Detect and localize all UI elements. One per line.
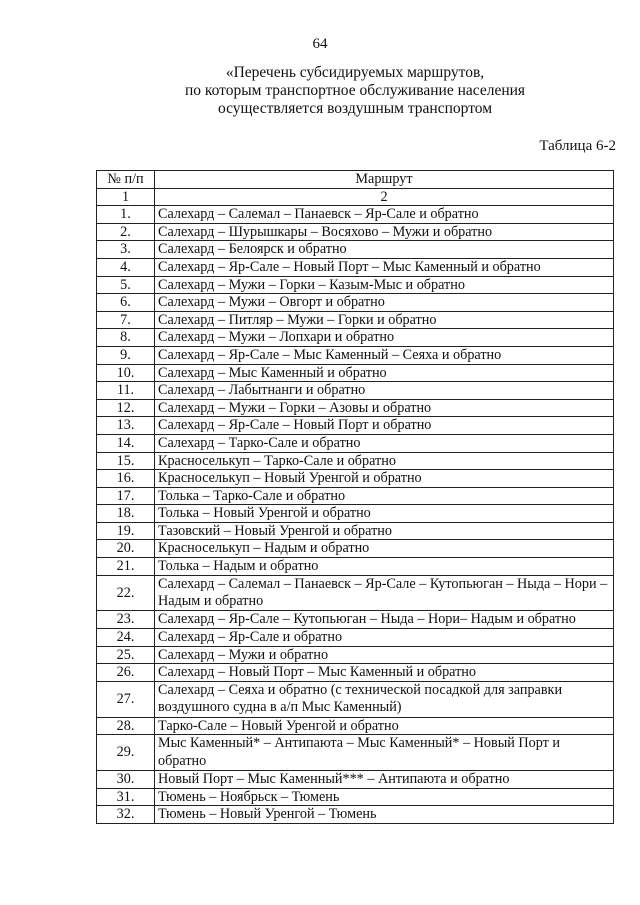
row-number: 22. xyxy=(97,575,155,611)
row-number: 20. xyxy=(97,540,155,558)
row-number: 27. xyxy=(97,681,155,717)
row-number: 2. xyxy=(97,223,155,241)
table-row xyxy=(97,399,614,417)
table-row xyxy=(97,487,614,505)
row-route: Салехард – Яр-Сале – Новый Порт – Мыс Каменный и обратно xyxy=(155,258,614,276)
table-row xyxy=(97,735,614,771)
row-number: 1. xyxy=(97,206,155,224)
row-route: Салехард – Мужи – Горки – Казым-Мыс и обратно xyxy=(155,276,614,294)
table-row xyxy=(97,771,614,789)
row-route: Салехард – Новый Порт – Мыс Каменный и обратно xyxy=(155,664,614,682)
table-header-row xyxy=(97,171,614,189)
row-number: 24. xyxy=(97,629,155,647)
row-route: Толька – Надым и обратно xyxy=(155,558,614,576)
row-route: Салехард – Мужи и обратно xyxy=(155,646,614,664)
row-route: Салехард – Салемал – Панаевск – Яр-Сале – Кутопьюган – Ныда – Нори – Надым и обратно xyxy=(155,575,614,611)
table-row xyxy=(97,241,614,259)
row-number: 32. xyxy=(97,806,155,824)
row-route: Толька – Новый Уренгой и обратно xyxy=(155,505,614,523)
table-row xyxy=(97,470,614,488)
title-line-2: по которым транспортное обслуживание населения xyxy=(184,82,526,99)
row-route: Салехард – Сеяха и обратно (с технической посадкой для заправки воздушного судна в а/п Мыс Каменный) xyxy=(155,681,614,717)
header-number: № п/п xyxy=(97,171,155,189)
row-number: 14. xyxy=(97,434,155,452)
row-route: Салехард – Мыс Каменный и обратно xyxy=(155,364,614,382)
table-row xyxy=(97,540,614,558)
table-row xyxy=(97,434,614,452)
row-number: 7. xyxy=(97,311,155,329)
row-number: 18. xyxy=(97,505,155,523)
row-number: 3. xyxy=(97,241,155,259)
row-route: Тарко-Сале – Новый Уренгой и обратно xyxy=(155,717,614,735)
row-route: Салехард – Мужи – Лопхари и обратно xyxy=(155,329,614,347)
row-number: 12. xyxy=(97,399,155,417)
row-number: 19. xyxy=(97,522,155,540)
row-route: Салехард – Лабытнанги и обратно xyxy=(155,382,614,400)
row-number: 17. xyxy=(97,487,155,505)
row-number: 13. xyxy=(97,417,155,435)
row-number: 29. xyxy=(97,735,155,771)
table-row xyxy=(97,505,614,523)
row-number: 16. xyxy=(97,470,155,488)
row-number: 23. xyxy=(97,611,155,629)
row-route: Мыс Каменный* – Антипаюта – Мыс Каменный* – Новый Порт и обратно xyxy=(155,735,614,771)
table-row xyxy=(97,329,614,347)
header-route: Маршрут xyxy=(155,171,614,189)
column-index-2: 2 xyxy=(155,188,614,206)
row-number: 4. xyxy=(97,258,155,276)
row-route: Красноселькуп – Новый Уренгой и обратно xyxy=(155,470,614,488)
table-row xyxy=(97,664,614,682)
row-route: Салехард – Шурышкары – Восяхово – Мужи и обратно xyxy=(155,223,614,241)
table-row xyxy=(97,206,614,224)
table-row xyxy=(97,646,614,664)
table-row xyxy=(97,223,614,241)
table-row xyxy=(97,417,614,435)
row-number: 31. xyxy=(97,788,155,806)
row-route: Новый Порт – Мыс Каменный*** – Антипаюта и обратно xyxy=(155,771,614,789)
page-number: 64 xyxy=(312,36,328,52)
table-label: Таблица 6-2 xyxy=(539,138,616,154)
table-row xyxy=(97,452,614,470)
title-line-3: осуществляется воздушным транспортом xyxy=(217,100,493,117)
row-number: 9. xyxy=(97,346,155,364)
row-route: Салехард – Мужи – Горки – Азовы и обратно xyxy=(155,399,614,417)
row-number: 26. xyxy=(97,664,155,682)
table-row xyxy=(97,629,614,647)
row-route: Салехард – Яр-Сале и обратно xyxy=(155,629,614,647)
table-row xyxy=(97,364,614,382)
row-number: 15. xyxy=(97,452,155,470)
row-route: Салехард – Яр-Сале – Мыс Каменный – Сеяха и обратно xyxy=(155,346,614,364)
row-route: Тазовский – Новый Уренгой и обратно xyxy=(155,522,614,540)
row-number: 21. xyxy=(97,558,155,576)
row-number: 6. xyxy=(97,294,155,312)
table-row xyxy=(97,311,614,329)
table-row xyxy=(97,558,614,576)
row-route: Салехард – Салемал – Панаевск – Яр-Сале и обратно xyxy=(155,206,614,224)
table-row xyxy=(97,258,614,276)
row-number: 10. xyxy=(97,364,155,382)
row-number: 25. xyxy=(97,646,155,664)
row-route: Салехард – Яр-Сале – Новый Порт и обратно xyxy=(155,417,614,435)
row-route: Красноселькуп – Надым и обратно xyxy=(155,540,614,558)
table-row xyxy=(97,294,614,312)
row-number: 30. xyxy=(97,771,155,789)
routes-table xyxy=(96,170,614,824)
row-route: Красноселькуп – Тарко-Сале и обратно xyxy=(155,452,614,470)
title-line-1: «Перечень субсидируемых маршрутов, xyxy=(225,64,485,81)
row-route: Салехард – Мужи – Овгорт и обратно xyxy=(155,294,614,312)
table-row xyxy=(97,575,614,611)
row-number: 5. xyxy=(97,276,155,294)
row-route: Салехард – Яр-Сале – Кутопьюган – Ныда – Нори– Надым и обратно xyxy=(155,611,614,629)
row-route: Салехард – Тарко-Сале и обратно xyxy=(155,434,614,452)
row-route: Салехард – Белоярск и обратно xyxy=(155,241,614,259)
table-row xyxy=(97,681,614,717)
table-row xyxy=(97,611,614,629)
table-row xyxy=(97,806,614,824)
table-row xyxy=(97,346,614,364)
table-row xyxy=(97,382,614,400)
row-route: Тюмень – Новый Уренгой – Тюмень xyxy=(155,806,614,824)
table-row xyxy=(97,717,614,735)
row-number: 8. xyxy=(97,329,155,347)
row-number: 11. xyxy=(97,382,155,400)
row-route: Салехард – Питляр – Мужи – Горки и обратно xyxy=(155,311,614,329)
table-row xyxy=(97,522,614,540)
row-number: 28. xyxy=(97,717,155,735)
table-row xyxy=(97,276,614,294)
column-index-row xyxy=(97,188,614,206)
document-title xyxy=(150,64,560,118)
row-route: Толька – Тарко-Сале и обратно xyxy=(155,487,614,505)
column-index-1: 1 xyxy=(97,188,155,206)
table-row xyxy=(97,788,614,806)
row-route: Тюмень – Ноябрьск – Тюмень xyxy=(155,788,614,806)
